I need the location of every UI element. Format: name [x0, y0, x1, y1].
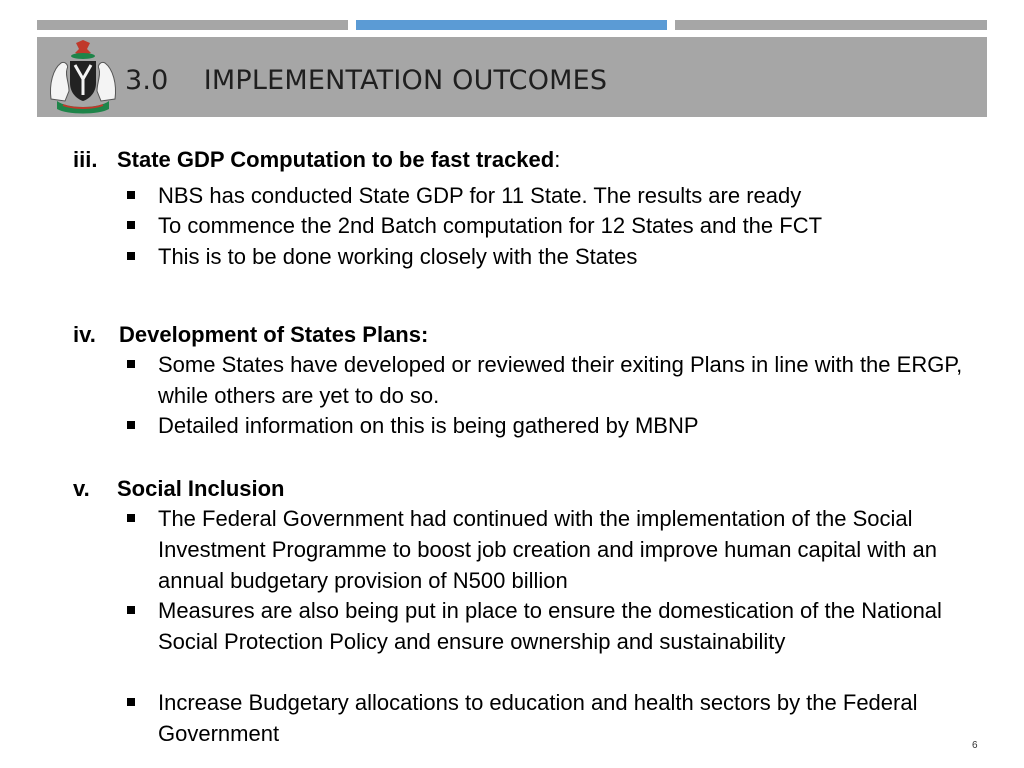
section-number: v.: [73, 476, 90, 501]
section-label: Development of States Plans:: [119, 322, 429, 347]
bullet-square-icon: [127, 698, 135, 706]
bullet-square-icon: [127, 252, 135, 260]
section-label: Social Inclusion: [117, 476, 285, 501]
section-label: State GDP Computation to be fast tracked:: [117, 147, 561, 172]
page-title: [125, 65, 607, 96]
title-number: 3.0: [125, 65, 169, 96]
bullet-square-icon: [127, 360, 135, 368]
coat-of-arms-icon: [43, 39, 123, 115]
bullet-square-icon: [127, 191, 135, 199]
top-bar-left: [37, 20, 348, 30]
title-text: IMPLEMENTATION OUTCOMES: [203, 65, 608, 96]
top-bar-right: [675, 20, 987, 30]
top-bar-center-accent: [356, 20, 667, 30]
bullet-square-icon: [127, 514, 135, 522]
section-number: iv.: [73, 322, 96, 347]
bullet-square-icon: [127, 421, 135, 429]
page-number: 6: [972, 740, 978, 751]
bullet-square-icon: [127, 221, 135, 229]
title-banner: [37, 37, 987, 117]
section-number: iii.: [73, 147, 98, 172]
bullet-square-icon: [127, 606, 135, 614]
